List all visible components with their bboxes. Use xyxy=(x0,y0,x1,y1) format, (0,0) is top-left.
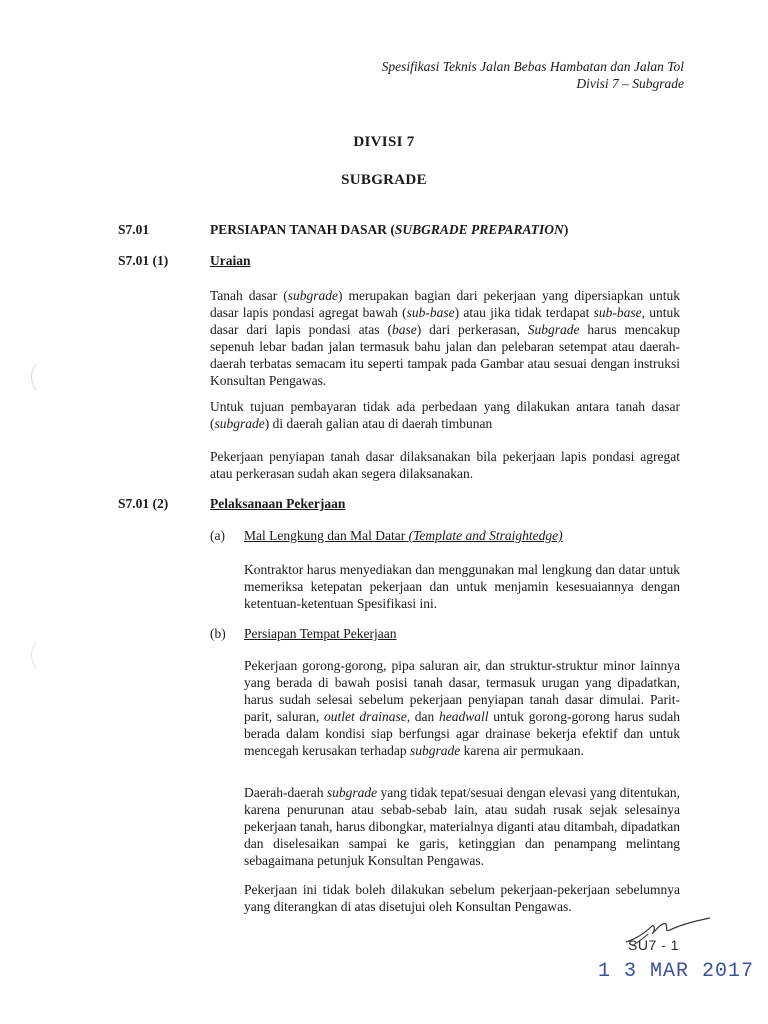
section-number-s701-2: S7.01 (2) xyxy=(118,496,169,511)
section-title-uraian: Uraian xyxy=(210,253,251,268)
section-title-prefix: PERSIAPAN TANAH DASAR ( xyxy=(210,222,395,237)
scan-artifact-icon xyxy=(28,640,38,670)
section-title-s701 xyxy=(210,222,568,238)
item-b-paragraph-2: Daerah-daerah subgrade yang tidak tepat/sesuai dengan elevasi yang ditentukan, karena penurunan atau sebab-sebab lain, atau sudah rusak sejak selesainya pekerjaan tanah, harus dibongkar, materialnya diganti atau ditambah, dipadatkan dan diselesaikan sampai ke garis, ketinggian dan penampang melintang sebagaimana petunjuk Konsultan Pengawas. xyxy=(244,785,680,868)
scan-artifact-icon xyxy=(28,362,38,392)
section-number-s701-1: S7.01 (1) xyxy=(118,253,169,268)
division-subtitle: SUBGRADE xyxy=(341,172,427,188)
item-b-paragraph-1: Pekerjaan gorong-gorong, pipa saluran air, dan struktur-struktur minor lainnya yang berada di bawah posisi tanah dasar, termasuk urugan yang dipadatkan, harus sudah selesai sebelum pekerjaan penyiapan tanah dasar dimulai. Parit-parit, saluran, outlet drainase, dan headwall untuk gorong-gorong harus sudah berada dalam kondisi siap berfungsi agar drainase bekerja efektif dan untuk mencegah kerusakan terhadap subgrade karena air permukaan. xyxy=(244,658,680,758)
header-line-1: Spesifikasi Teknis Jalan Bebas Hambatan dan Jalan Tol xyxy=(381,59,684,74)
item-a-title: Mal Lengkung dan Mal Datar (Template and Straightedge) xyxy=(244,528,563,543)
division-title: DIVISI 7 xyxy=(353,134,415,150)
uraian-paragraph-1: Tanah dasar (subgrade) merupakan bagian dari pekerjaan yang dipersiapkan untuk dasar lapis pondasi agregat bawah (sub-base) atau jika tidak terdapat sub-base, untuk dasar dari lapis pondasi atas (base) dari perkerasan, Subgrade harus mencakup sepenuh lebar badan jalan termasuk bahu jalan dan pelebaran setempat atau daerah-daerah terbatas semacam itu seperti tampak pada Gambar atau sesuai dengan instruksi Konsultan Pengawas. xyxy=(210,288,681,388)
item-b-letter: (b) xyxy=(210,626,226,641)
section-number-s701: S7.01 xyxy=(118,222,150,237)
section-title-pelaksanaan: Pelaksanaan Pekerjaan xyxy=(210,496,346,511)
header-line-2: Divisi 7 – Subgrade xyxy=(576,76,684,91)
section-title-italic: SUBGRADE PREPARATION xyxy=(394,222,564,237)
section-title-suffix: ) xyxy=(563,222,569,237)
item-b-title: Persiapan Tempat Pekerjaan xyxy=(244,626,397,641)
uraian-paragraph-3: Pekerjaan penyiapan tanah dasar dilaksanakan bila pekerjaan lapis pondasi agregat atau perkerasan sudah akan segera dilaksanakan. xyxy=(210,449,680,481)
item-a-letter: (a) xyxy=(210,528,225,543)
item-b-paragraph-3: Pekerjaan ini tidak boleh dilakukan sebelum pekerjaan-pekerjaan sebelumnya yang diterangkan di atas disetujui oleh Konsultan Pengawas. xyxy=(244,882,680,914)
running-header xyxy=(382,58,684,92)
page-number: SU7 - 1 xyxy=(628,937,679,953)
uraian-paragraph-2: Untuk tujuan pembayaran tidak ada perbedaan yang dilakukan antara tanah dasar (subgrade) di daerah galian atau di daerah timbunan xyxy=(210,399,680,431)
item-a-paragraph: Kontraktor harus menyediakan dan menggunakan mal lengkung dan datar untuk memeriksa ketepatan pekerjaan dan untuk menjamin kesesuaiannya dengan ketentuan-ketentuan Spesifikasi ini. xyxy=(244,562,680,611)
date-stamp: 1 3 MAR 2017 xyxy=(598,960,755,983)
